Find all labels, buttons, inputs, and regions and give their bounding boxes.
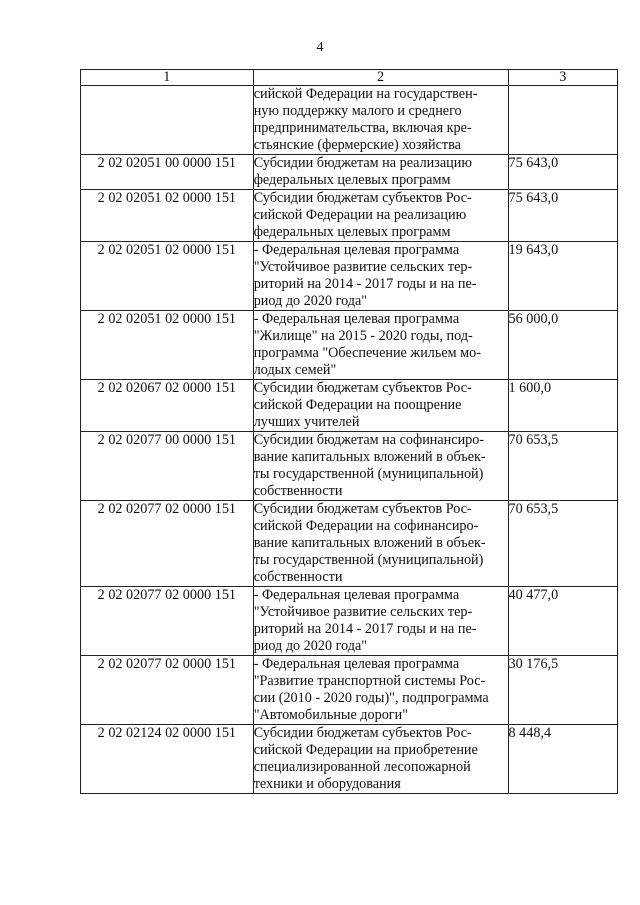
budget-code-cell: 2 02 02077 02 0000 151 [81,656,254,725]
description-line: специализированной лесопожарной [253,759,471,775]
budget-code-cell: 2 02 02051 02 0000 151 [81,311,254,380]
column-header-description: 2 [253,70,508,86]
table-row [81,155,618,190]
description-line: Субсидии бюджетам субъектов Рос- [253,725,472,741]
amount-cell: 70 653,5 [508,501,617,587]
description-cell [253,190,508,242]
amount-cell: 40 477,0 [508,587,617,656]
table-row [81,242,618,311]
description-line: собственности [253,483,343,499]
description-line: риод до 2020 года" [253,638,368,654]
description-line: "Автомобильные дороги" [253,707,409,723]
page-number: 4 [316,40,324,55]
budget-code-cell: 2 02 02077 02 0000 151 [81,501,254,587]
description-line: сийской Федерации на государствен- [253,86,478,102]
description-line: Субсидии бюджетам субъектов Рос- [253,380,472,396]
description-cell [253,501,508,587]
description-line: - Федеральная целевая программа [253,242,460,258]
description-line: сийской Федерации на реализацию [253,207,467,223]
budget-code-cell: 2 02 02077 00 0000 151 [81,432,254,501]
description-line: "Устойчивое развитие сельских тер- [253,259,473,275]
amount-cell [508,86,617,155]
description-line: лучших учителей [253,414,360,430]
amount-cell: 75 643,0 [508,155,617,190]
description-line: сийской Федерации на софинансиро- [253,518,479,534]
description-cell [253,656,508,725]
description-line: сийской Федерации на приобретение [253,742,478,758]
description-line: федеральных целевых программ [253,172,451,188]
description-line: собственности [253,569,343,585]
description-line: Субсидии бюджетам на софинансиро- [253,432,485,448]
amount-cell: 30 176,5 [508,656,617,725]
description-line: - Федеральная целевая программа [253,311,460,327]
amount-cell: 1 600,0 [508,380,617,432]
budget-code-cell: 2 02 02067 02 0000 151 [81,380,254,432]
amount-cell: 70 653,5 [508,432,617,501]
description-line: предпринимательства, включая кре- [253,120,472,136]
amount-cell: 56 000,0 [508,311,617,380]
description-line: риторий на 2014 - 2017 годы и на пе- [253,621,477,637]
description-cell [253,311,508,380]
description-line: лодых семей" [253,362,337,378]
table-row [81,501,618,587]
table-row [81,725,618,794]
column-header-amount: 3 [508,70,617,86]
description-cell [253,155,508,190]
description-line: техники и оборудования [253,776,401,792]
table-row [81,311,618,380]
amount-cell: 75 643,0 [508,190,617,242]
description-line: стьянские (фермерские) хозяйства [253,137,461,153]
description-line: вание капитальных вложений в объек- [253,449,486,465]
amount-cell: 8 448,4 [508,725,617,794]
budget-code-cell: 2 02 02077 02 0000 151 [81,587,254,656]
description-line: сии (2010 - 2020 годы)", подпрограмма [253,690,489,706]
budget-table [80,69,618,794]
description-line: - Федеральная целевая программа [253,587,460,603]
description-line: "Устойчивое развитие сельских тер- [253,604,473,620]
table-row [81,380,618,432]
table-row [81,190,618,242]
description-line: сийской Федерации на поощрение [253,397,462,413]
description-line: вание капитальных вложений в объек- [253,535,486,551]
description-line: риторий на 2014 - 2017 годы и на пе- [253,276,477,292]
description-line: - Федеральная целевая программа [253,656,460,672]
description-line: ты государственной (муниципальной) [253,466,484,482]
description-cell [253,380,508,432]
description-line: федеральных целевых программ [253,224,451,240]
column-header-code: 1 [81,70,254,86]
description-line: ты государственной (муниципальной) [253,552,484,568]
table-body [81,86,618,794]
description-line: риод до 2020 года" [253,293,368,309]
budget-code-cell: 2 02 02051 02 0000 151 [81,190,254,242]
budget-code-cell [81,86,254,155]
description-line: Субсидии бюджетам на реализацию [253,155,472,171]
table-row [81,656,618,725]
table-header-row [81,70,618,86]
description-line: Субсидии бюджетам субъектов Рос- [253,501,472,517]
budget-code-cell: 2 02 02124 02 0000 151 [81,725,254,794]
description-line: "Развитие транспортной системы Рос- [253,673,486,689]
table-row [81,432,618,501]
description-cell [253,432,508,501]
description-line: "Жилище" на 2015 - 2020 годы, под- [253,328,473,344]
budget-code-cell: 2 02 02051 02 0000 151 [81,242,254,311]
amount-cell: 19 643,0 [508,242,617,311]
description-cell [253,587,508,656]
description-line: программа "Обеспечение жильем мо- [253,345,481,361]
description-cell [253,725,508,794]
table-row [81,86,618,155]
description-cell [253,242,508,311]
budget-code-cell: 2 02 02051 00 0000 151 [81,155,254,190]
table-row [81,587,618,656]
description-line: Субсидии бюджетам субъектов Рос- [253,190,472,206]
description-cell [253,86,508,155]
description-line: ную поддержку малого и среднего [253,103,462,119]
